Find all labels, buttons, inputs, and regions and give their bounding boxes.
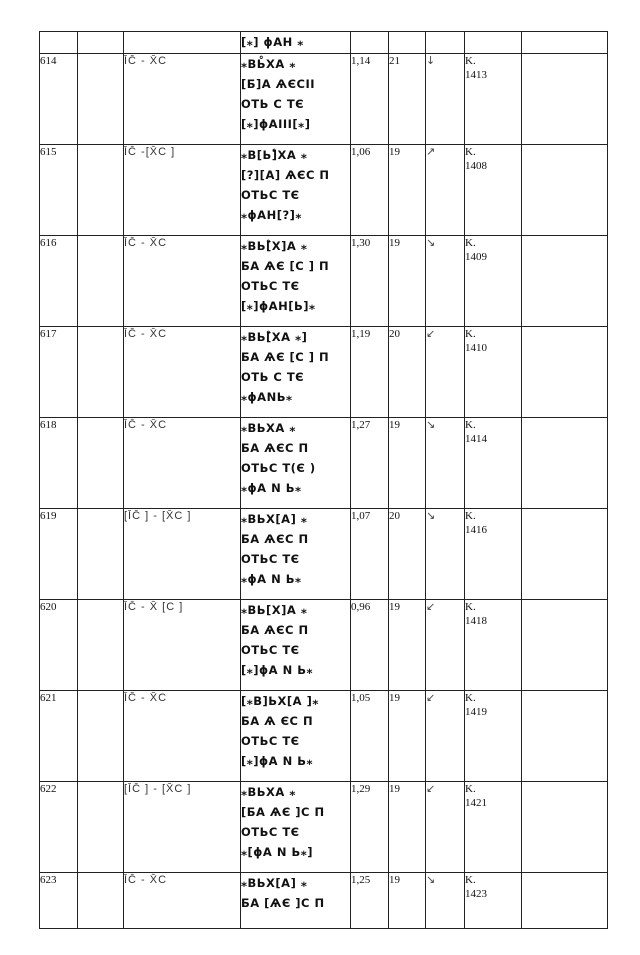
die-axis-arrow: ↙	[426, 327, 465, 418]
legend-cell	[241, 418, 351, 509]
legend-line: [БА ѦЄ ]С П	[241, 805, 325, 819]
reference-code: K. 1413	[465, 54, 522, 145]
legend-line: [⁎]ɸА N Ь⁎	[241, 663, 313, 677]
size-value: 1,30	[351, 236, 389, 327]
empty-cell	[78, 691, 124, 782]
empty-cell	[522, 782, 608, 873]
empty-cell	[78, 54, 124, 145]
catalogue-number: 623	[40, 873, 78, 929]
empty-cell	[78, 509, 124, 600]
monogram-inscription: ĪC̄ - X̄ [C ]	[124, 600, 241, 691]
legend-line: БА ѦЄ [С ] П	[241, 350, 330, 364]
legend-line: ОТЬС ТЄ	[241, 734, 300, 748]
size-value: 1,27	[351, 418, 389, 509]
empty-cell	[78, 600, 124, 691]
empty-cell	[78, 782, 124, 873]
empty-cell	[78, 145, 124, 236]
table-row	[40, 327, 608, 418]
legend-line: ⁎BЬX[А] ⁎	[241, 876, 308, 890]
catalogue-number: 618	[40, 418, 78, 509]
legend-line: ОТЬ С ТЄ	[241, 97, 305, 111]
catalogue-number: 622	[40, 782, 78, 873]
empty-cell	[522, 509, 608, 600]
table-row	[40, 691, 608, 782]
weight-value: 19	[389, 236, 426, 327]
legend-line: [?][А] ѦЄС П	[241, 168, 330, 182]
table-row	[40, 418, 608, 509]
legend-line: [Б]А ѦЄСIІ	[241, 77, 316, 91]
size-value: 1,19	[351, 327, 389, 418]
die-axis-arrow: ↘	[426, 418, 465, 509]
legend-line: ⁎BЬXА ⁎	[241, 785, 296, 799]
die-axis-arrow: ↘	[426, 236, 465, 327]
catalogue-number: 614	[40, 54, 78, 145]
empty-cell	[351, 32, 389, 54]
empty-cell	[78, 32, 124, 54]
reference-code: K. 1409	[465, 236, 522, 327]
legend-cell	[241, 236, 351, 327]
legend-line: БА ѦЄС П	[241, 441, 309, 455]
size-value: 1,06	[351, 145, 389, 236]
legend-line: [⁎] ɸАН ⁎	[241, 35, 304, 49]
legend-cell	[241, 32, 351, 54]
legend-line: ⁎BЬ[̊XА ⁎]	[241, 330, 308, 344]
monogram-inscription: [ĪC̄ ] - [X̄C ]	[124, 782, 241, 873]
legend-cell	[241, 782, 351, 873]
weight-value: 21	[389, 54, 426, 145]
empty-cell	[522, 691, 608, 782]
table-row	[40, 236, 608, 327]
weight-value: 19	[389, 691, 426, 782]
fragment-row	[40, 32, 608, 54]
legend-line: ⁎B[Ь]̊XА ⁎	[241, 148, 308, 162]
empty-cell	[124, 32, 241, 54]
legend-line: ⁎ɸА N Ь⁎	[241, 572, 302, 586]
legend-line: ОТЬС ТЄ	[241, 552, 300, 566]
monogram-inscription: [ĪC̄ ] - [X̄C ]	[124, 509, 241, 600]
die-axis-arrow: ↘	[426, 873, 465, 929]
legend-line: БА ѦЄС П	[241, 623, 309, 637]
die-axis-arrow: ↙	[426, 691, 465, 782]
monogram-inscription: ĪC̄ - X̄C	[124, 691, 241, 782]
monogram-inscription: ĪC̄ - X̄C	[124, 873, 241, 929]
weight-value: 19	[389, 145, 426, 236]
empty-cell	[78, 327, 124, 418]
table-row	[40, 600, 608, 691]
size-value: 1,29	[351, 782, 389, 873]
table-row	[40, 509, 608, 600]
legend-cell	[241, 54, 351, 145]
legend-line: БА ѦЄ [С ] П	[241, 259, 330, 273]
legend-line: ОТЬС ТЄ	[241, 279, 300, 293]
table-row	[40, 782, 608, 873]
empty-cell	[78, 236, 124, 327]
size-value: 1,07	[351, 509, 389, 600]
legend-line: ⁎ɸАNЬ⁎	[241, 390, 293, 404]
legend-line: ⁎BЬ̊XA ⁎	[241, 57, 296, 71]
reference-code: K. 1419	[465, 691, 522, 782]
empty-cell	[426, 32, 465, 54]
legend-line: ⁎BЬXА ⁎	[241, 421, 296, 435]
size-value: 1,05	[351, 691, 389, 782]
legend-line: [⁎]ɸАIІІ[⁎]	[241, 117, 311, 131]
reference-code: K. 1414	[465, 418, 522, 509]
legend-cell	[241, 600, 351, 691]
die-axis-arrow: ↙	[426, 600, 465, 691]
legend-line: [⁎]ɸА N Ь⁎	[241, 754, 313, 768]
legend-line: [⁎B]ЬX[А ]⁎	[241, 694, 319, 708]
die-axis-arrow: ↙	[426, 782, 465, 873]
empty-cell	[465, 32, 522, 54]
monogram-inscription: ĪC̄ - X̄C	[124, 327, 241, 418]
legend-line: ⁎ɸАН[?]⁎	[241, 208, 302, 222]
reference-code: K. 1416	[465, 509, 522, 600]
weight-value: 19	[389, 600, 426, 691]
reference-code: K. 1418	[465, 600, 522, 691]
empty-cell	[522, 32, 608, 54]
weight-value: 20	[389, 509, 426, 600]
empty-cell	[522, 236, 608, 327]
monogram-inscription: ĪC̄ -[X̄C ]	[124, 145, 241, 236]
weight-value: 19	[389, 873, 426, 929]
legend-line: [⁎]ɸАН[Ь]⁎	[241, 299, 316, 313]
legend-cell	[241, 327, 351, 418]
table-row	[40, 873, 608, 929]
size-value: 0,96	[351, 600, 389, 691]
monogram-inscription: ĪC̄ - X̄C	[124, 54, 241, 145]
reference-code: K. 1408	[465, 145, 522, 236]
legend-line: ⁎BЬ[X]А ⁎	[241, 603, 308, 617]
legend-line: ОТЬС ТЄ	[241, 825, 300, 839]
catalogue-number: 617	[40, 327, 78, 418]
legend-cell	[241, 691, 351, 782]
catalogue-number: 615	[40, 145, 78, 236]
catalogue-number: 619	[40, 509, 78, 600]
table-row	[40, 54, 608, 145]
empty-cell	[522, 145, 608, 236]
table-row	[40, 145, 608, 236]
weight-value: 19	[389, 418, 426, 509]
legend-cell	[241, 873, 351, 929]
legend-line: ⁎ɸА N Ь⁎	[241, 481, 302, 495]
empty-cell	[522, 418, 608, 509]
legend-line: ⁎BЬX[А] ⁎	[241, 512, 308, 526]
die-axis-arrow: ↓	[426, 54, 465, 145]
catalogue-number: 621	[40, 691, 78, 782]
reference-code: K. 1423	[465, 873, 522, 929]
reference-code: K. 1421	[465, 782, 522, 873]
weight-value: 19	[389, 782, 426, 873]
legend-line: ОТЬС ТЄ	[241, 188, 300, 202]
legend-line: БА [ѦЄ ]С П	[241, 896, 325, 910]
catalogue-number: 616	[40, 236, 78, 327]
die-axis-arrow: ↗	[426, 145, 465, 236]
legend-line: БА Ѧ ЄС П	[241, 714, 314, 728]
empty-cell	[78, 873, 124, 929]
reference-code: K. 1410	[465, 327, 522, 418]
size-value: 1,14	[351, 54, 389, 145]
monogram-inscription: ĪC̄ - X̄C	[124, 418, 241, 509]
empty-cell	[389, 32, 426, 54]
empty-cell	[522, 54, 608, 145]
legend-line: ОТЬ С ТЄ	[241, 370, 305, 384]
empty-cell	[522, 600, 608, 691]
legend-cell	[241, 145, 351, 236]
empty-cell	[522, 327, 608, 418]
size-value: 1,25	[351, 873, 389, 929]
legend-cell	[241, 509, 351, 600]
die-axis-arrow: ↘	[426, 509, 465, 600]
legend-line: ОТЬС Т(Є )	[241, 461, 316, 475]
monogram-inscription: ĪC̄ - X̄C	[124, 236, 241, 327]
legend-line: ⁎BЬ[̊X]А ⁎	[241, 239, 308, 253]
catalogue-table	[39, 31, 608, 929]
weight-value: 20	[389, 327, 426, 418]
empty-cell	[40, 32, 78, 54]
legend-line: ОТЬС ТЄ	[241, 643, 300, 657]
empty-cell	[522, 873, 608, 929]
empty-cell	[78, 418, 124, 509]
legend-line: ⁎[ɸА N Ь⁎]	[241, 845, 313, 859]
catalogue-number: 620	[40, 600, 78, 691]
legend-line: БА ѦЄС П	[241, 532, 309, 546]
